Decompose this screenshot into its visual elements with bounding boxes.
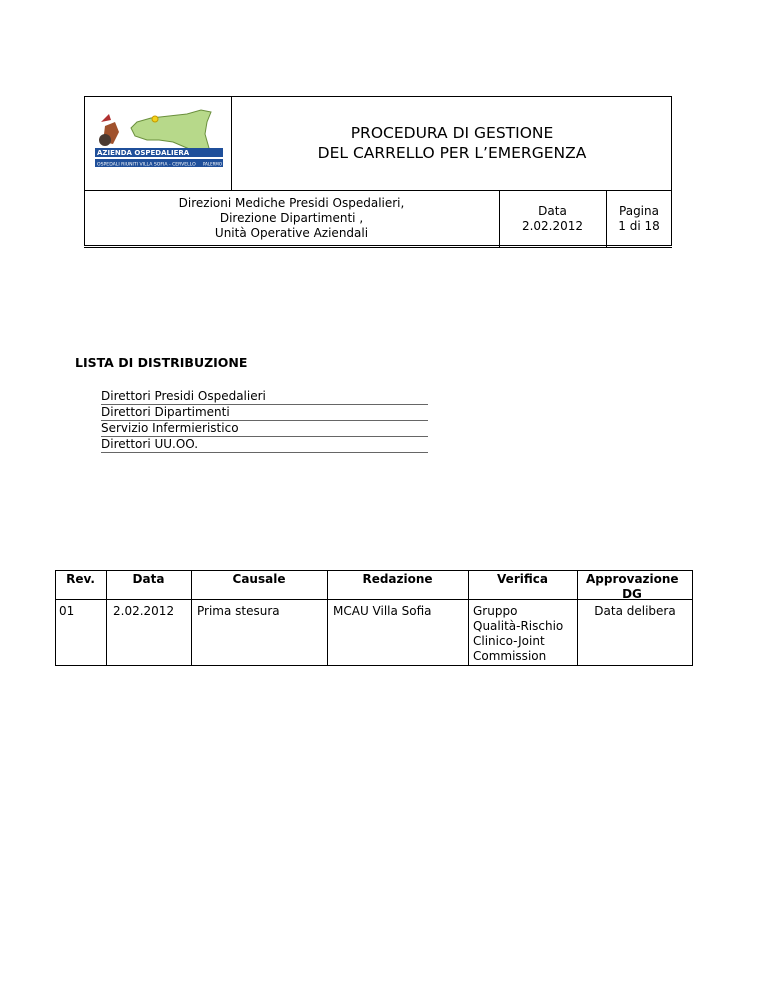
cell-data: 2.02.2012 [113,604,175,618]
recipient-line: Direzioni Mediche Presidi Ospedalieri, [178,196,405,210]
cell-approvazione: Data delibera [594,604,676,618]
verifica-line: Clinico-Joint [473,634,545,648]
date-cell [499,190,606,247]
sicily-island-icon [131,110,211,154]
page-label: Pagina [619,203,659,218]
cell-causale: Prima stesura [197,604,280,618]
title-line-1: PROCEDURA DI GESTIONE [350,124,554,142]
recipients-cell [84,190,499,247]
recipient-line: Direzione Dipartimenti , [219,211,364,225]
cell-rev: 01 [59,604,75,618]
approvazione-line: Approvazione [586,572,679,586]
svg-text:AZIENDA OSPEDALIERA: AZIENDA OSPEDALIERA [97,149,190,157]
cell-redazione: MCAU Villa Sofia [333,604,432,618]
distribution-item: Servizio Infermieristico [101,421,428,437]
distribution-item: Direttori Presidi Ospedalieri [101,389,428,405]
title-line-2: DEL CARRELLO PER L’EMERGENZA [317,144,587,162]
page-cell [606,190,672,247]
distribution-list-title: LISTA DI DISTRIBUZIONE [75,355,248,370]
column-header-approvazione [586,572,678,602]
column-header-causale: Causale [232,572,286,586]
document-title [232,96,672,190]
column-header-rev: Rev. [66,572,95,586]
distribution-item: Direttori Dipartimenti [101,405,428,421]
column-header-data: Data [132,572,165,586]
column-header-redazione: Redazione [362,572,433,586]
column-header-verifica: Verifica [497,572,548,586]
approvazione-line: DG [622,587,642,601]
distribution-item: Direttori UU.OO. [101,437,428,453]
verifica-line: Gruppo [473,604,518,618]
verifica-line: Qualità-Rischio [473,619,564,633]
page-number: 1 di 18 [618,218,660,233]
date-value: 2.02.2012 [521,218,584,233]
header-bottom-rule [84,247,672,248]
recipient-line: Unità Operative Aziendali [214,226,369,240]
cell-verifica [473,604,563,664]
column-divider [577,570,578,666]
svg-text:PALERMO: PALERMO [203,161,223,167]
verifica-line: Commission [473,649,547,663]
date-label: Data [538,203,567,218]
hospital-logo [89,104,229,184]
svg-text:OSPEDALI RIUNITI VILLA SOFIA -: OSPEDALI RIUNITI VILLA SOFIA - CERVELLO [97,162,196,168]
logo-cell [84,96,232,190]
location-dot-icon [152,116,158,122]
